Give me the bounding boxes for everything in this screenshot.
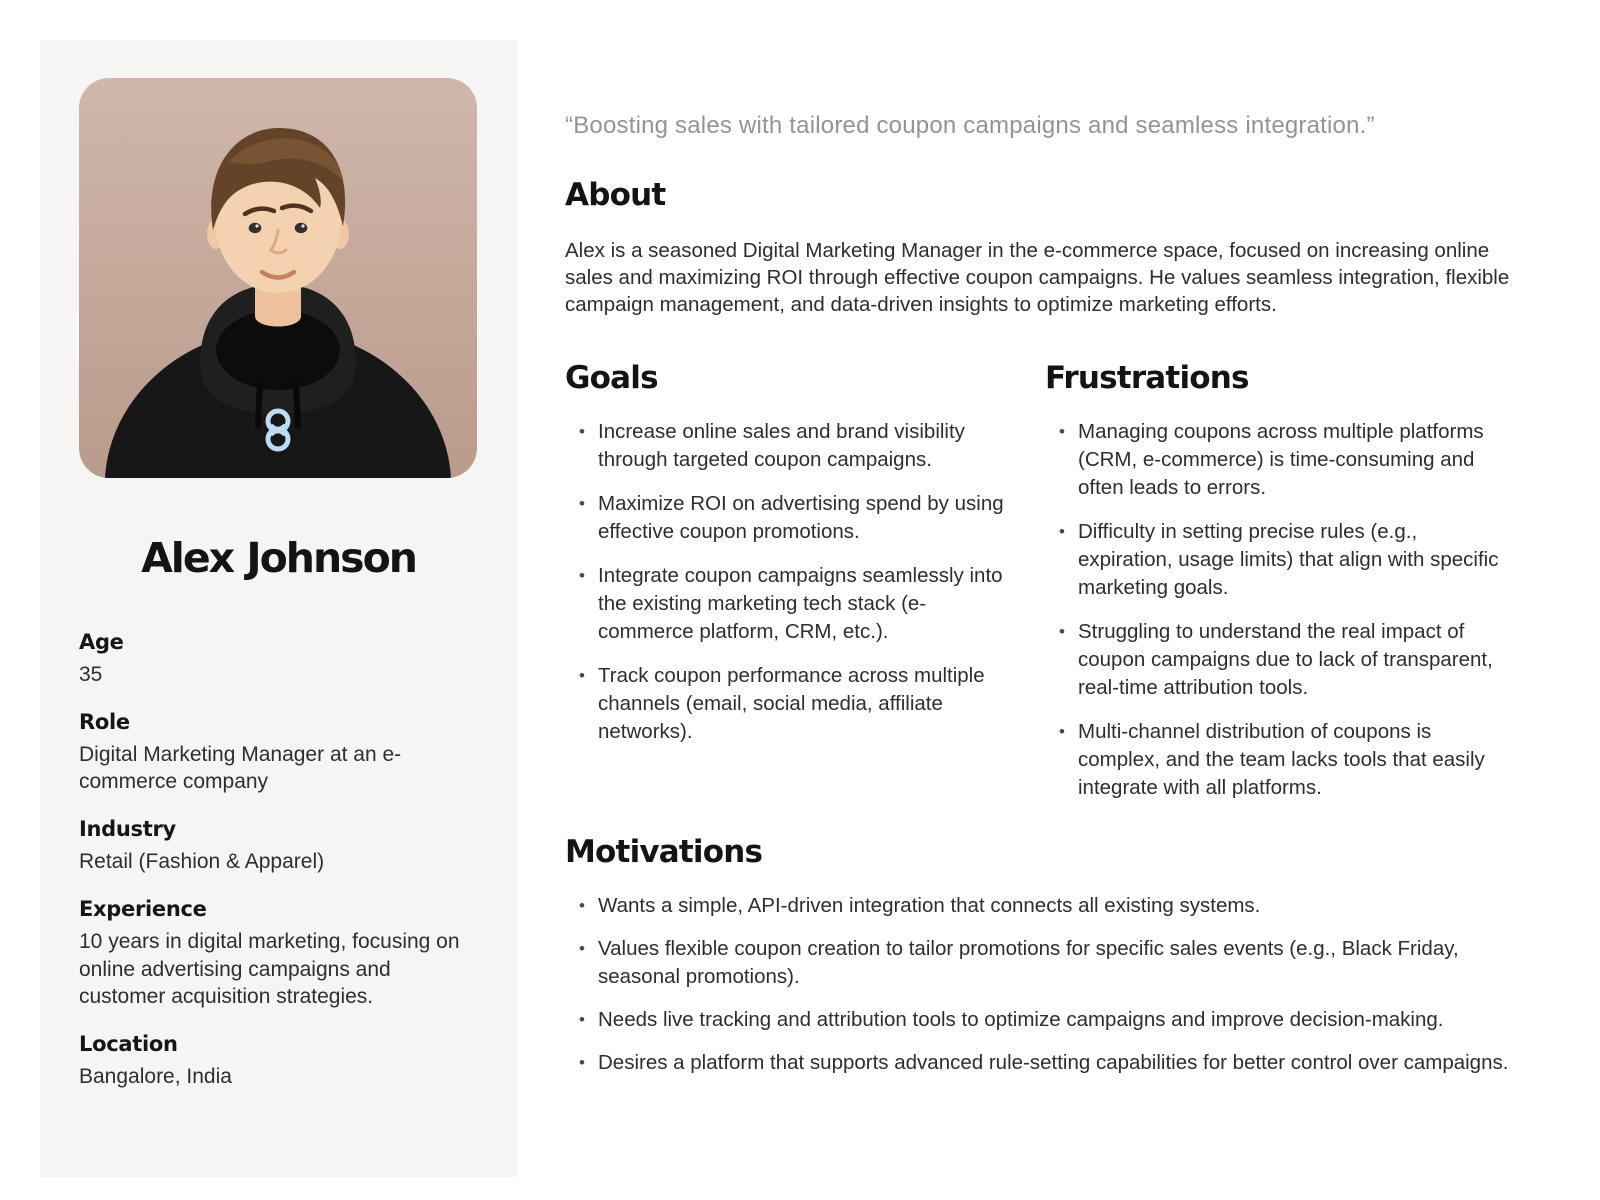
detail-industry (79, 817, 481, 876)
portrait-illustration (79, 78, 477, 478)
frustration-item-text: Struggling to understand the real impact of coupon campaigns due to lack of transparent, real-time attribution tools. (1078, 620, 1493, 699)
bullet-icon: • (1059, 422, 1065, 441)
detail-location (79, 1032, 481, 1091)
goals-list (565, 418, 1017, 746)
detail-value: 10 years in digital marketing, focusing on online advertising campaigns and customer acquisition strategies. (79, 929, 460, 1009)
frustrations-title: Frustrations (1045, 360, 1249, 396)
frustration-item (1045, 618, 1507, 702)
goals-frustrations-row (565, 360, 1515, 818)
goal-item-text: Maximize ROI on advertising spend by using effective coupon promotions. (598, 492, 1004, 543)
bullet-icon: • (1059, 522, 1065, 541)
persona-content (565, 0, 1515, 1092)
frustration-item-text: Managing coupons across multiple platforms (CRM, e-commerce) is time-consuming and often leads to errors. (1078, 420, 1484, 499)
detail-label: Role (79, 709, 130, 734)
persona-photo (79, 78, 477, 478)
frustration-item-text: Multi-channel distribution of coupons is complex, and the team lacks tools that easily integrate with all platforms. (1078, 720, 1485, 799)
detail-label: Experience (79, 896, 207, 921)
motivation-item (565, 1006, 1515, 1034)
bullet-icon: • (1059, 622, 1065, 641)
goal-item (565, 418, 1017, 474)
frustration-item (1045, 718, 1507, 802)
motivation-item (565, 892, 1515, 920)
goal-item (565, 562, 1017, 646)
motivation-item-text: Values flexible coupon creation to tailor promotions for specific sales events (e.g., Black Friday, seasonal promotions). (598, 937, 1459, 988)
frustration-item (1045, 418, 1507, 502)
detail-label: Industry (79, 817, 176, 842)
bullet-icon: • (579, 1053, 585, 1072)
motivation-item (565, 935, 1515, 991)
bullet-icon: • (579, 666, 585, 685)
detail-role (79, 710, 481, 796)
section-about (565, 177, 1515, 318)
motivation-item (565, 1049, 1515, 1077)
bullet-icon: • (579, 896, 585, 915)
goal-item (565, 490, 1017, 546)
section-goals (565, 360, 1017, 818)
detail-value: Retail (Fashion & Apparel) (79, 850, 325, 874)
detail-label: Location (79, 1032, 178, 1057)
goals-title: Goals (565, 360, 658, 396)
persona-details (79, 630, 481, 1112)
section-motivations (565, 834, 1515, 1077)
about-text: Alex is a seasoned Digital Marketing Manager in the e-commerce space, focused on increasing online sales and maximizing ROI through effective coupon campaigns. He values seamless integration, flexible campaign management, and data-driven insights to optimize marketing efforts. (565, 239, 1510, 316)
motivation-item-text: Desires a platform that supports advanced rule-setting capabilities for better control over campaigns. (598, 1051, 1509, 1074)
bullet-icon: • (579, 566, 585, 585)
bullet-icon: • (579, 494, 585, 513)
bullet-icon: • (579, 422, 585, 441)
goal-item-text: Integrate coupon campaigns seamlessly into the existing marketing tech stack (e-commerce platform, CRM, etc.). (598, 564, 1003, 643)
section-frustrations (1045, 360, 1507, 818)
detail-value: 35 (79, 663, 103, 686)
frustrations-list (1045, 418, 1507, 802)
persona-name: Alex Johnson (141, 534, 416, 582)
goal-item (565, 662, 1017, 746)
persona-sidebar (40, 40, 517, 1177)
motivations-list (565, 892, 1515, 1077)
bullet-icon: • (1059, 722, 1065, 741)
motivation-item-text: Needs live tracking and attribution tools to optimize campaigns and improve decision-making. (598, 1008, 1444, 1031)
frustration-item (1045, 518, 1507, 602)
detail-age (79, 630, 481, 689)
bullet-icon: • (579, 1010, 585, 1029)
goal-item-text: Track coupon performance across multiple channels (email, social media, affiliate networks). (598, 664, 985, 743)
detail-experience (79, 897, 481, 1011)
detail-label: Age (79, 630, 124, 654)
motivation-item-text: Wants a simple, API-driven integration that connects all existing systems. (598, 894, 1261, 917)
bullet-icon: • (579, 939, 585, 958)
about-title: About (565, 177, 666, 213)
detail-value: Bangalore, India (79, 1065, 232, 1089)
detail-value: Digital Marketing Manager at an e-commerce company (79, 742, 402, 794)
goal-item-text: Increase online sales and brand visibility through targeted coupon campaigns. (598, 420, 965, 471)
persona-quote: “Boosting sales with tailored coupon campaigns and seamless integration.” (565, 112, 1375, 139)
frustration-item-text: Difficulty in setting precise rules (e.g., expiration, usage limits) that align with specific marketing goals. (1078, 520, 1499, 599)
motivations-title: Motivations (565, 834, 763, 870)
